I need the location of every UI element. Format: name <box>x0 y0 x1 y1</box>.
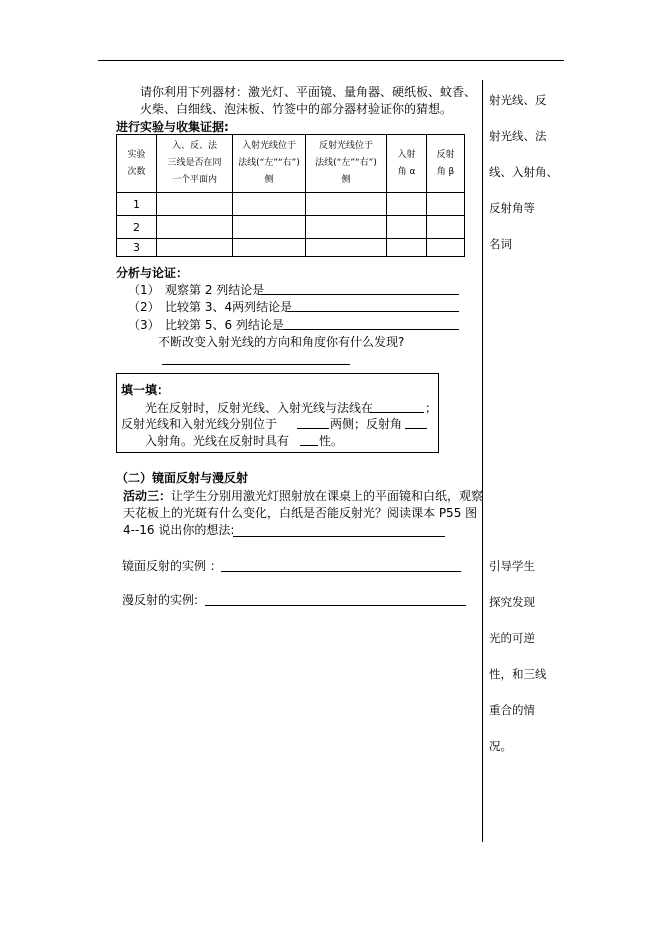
table-cell[interactable] <box>306 239 387 257</box>
fill-blank-property[interactable] <box>300 445 318 446</box>
analysis-blank-2[interactable] <box>288 311 459 312</box>
header-coplanar: 入、反、法 三线是否在同 一个平面内 <box>157 135 233 193</box>
analysis-text-1: 观察第 2 列结论是 <box>165 283 265 297</box>
sidebar-note-line: 射光线、反 <box>489 93 547 107</box>
table-cell[interactable] <box>427 193 465 216</box>
analysis-text-2: 比较第 3、4两列结论是 <box>165 300 293 314</box>
analysis-num-1: （1） <box>128 283 160 297</box>
activity-line-2: 天花板上的光斑有什么变化，白纸是否能反射光？阅读课本 P55 图 <box>123 506 478 520</box>
header-reflected-side: 反射光线位于 法线(“左”“右”) 侧 <box>306 135 387 193</box>
activity-label: 活动三： <box>123 489 172 503</box>
activity-line-3: 4--16 说出你的想法: <box>123 523 235 537</box>
fill-title: 填一填： <box>121 383 170 397</box>
section-two-heading: （二）镜面反射与漫反射 <box>116 471 249 485</box>
fill-line-2-end: 两侧；反射角 <box>330 417 403 431</box>
table-cell[interactable] <box>157 216 233 239</box>
sidebar-note-line: 况。 <box>489 739 512 753</box>
question-text: 不断改变入射光线的方向和角度你有什么发现? <box>158 335 405 349</box>
table-cell[interactable] <box>387 193 427 216</box>
diffuse-example-blank[interactable] <box>205 605 466 606</box>
page-top-rule <box>98 60 564 61</box>
fill-blank-plane[interactable] <box>369 412 424 413</box>
sidebar-note-line: 重合的情 <box>489 703 535 717</box>
mirror-example-blank[interactable] <box>221 571 461 572</box>
sidebar-note-line: 引导学生 <box>489 559 535 573</box>
table-cell[interactable] <box>233 239 306 257</box>
sidebar-notes-bottom <box>489 548 547 764</box>
diffuse-example-label: 漫反射的实例: <box>122 593 199 607</box>
table-cell[interactable] <box>306 193 387 216</box>
header-reflected-angle: 反射 角 β <box>427 135 465 193</box>
fill-line-1-end: ； <box>425 401 438 415</box>
row-number: 1 <box>117 193 157 216</box>
table-cell[interactable] <box>306 216 387 239</box>
table-row <box>117 193 465 216</box>
row-number: 2 <box>117 216 157 239</box>
sidebar-note-line: 射光线、法 <box>489 129 547 143</box>
sidebar-note-line: 名词 <box>489 237 512 251</box>
fill-blank-sides[interactable] <box>297 428 329 429</box>
table-cell[interactable] <box>157 193 233 216</box>
table-cell[interactable] <box>157 239 233 257</box>
table-cell[interactable] <box>233 216 306 239</box>
table-cell[interactable] <box>233 193 306 216</box>
activity-line-1: 让学生分别用激光灯照射放在课桌上的平面镜和白纸，观察 <box>171 489 484 503</box>
column-divider <box>482 80 483 842</box>
analysis-blank-1[interactable] <box>261 294 459 295</box>
activity-blank[interactable] <box>233 536 445 537</box>
table-row <box>117 239 465 257</box>
analysis-num-2: （2） <box>128 300 160 314</box>
intro-line-2: 火柴、白细线、泡沫板、竹签中的部分器材验证你的猜想。 <box>140 102 453 116</box>
table-row <box>117 216 465 239</box>
intro-line-1: 请你利用下列器材：激光灯、平面镜、量角器、硬纸板、蚊香、 <box>140 85 477 99</box>
section-analysis-heading: 分析与论证： <box>116 266 189 280</box>
table-cell[interactable] <box>387 239 427 257</box>
sidebar-note-line: 探究发现 <box>489 595 535 609</box>
question-blank[interactable] <box>162 364 350 365</box>
sidebar-note-line: 光的可逆 <box>489 631 535 645</box>
sidebar-notes-top <box>489 82 558 262</box>
fill-line-1: 光在反射时，反射光线、入射光线与法线在 <box>145 401 374 415</box>
table-cell[interactable] <box>387 216 427 239</box>
row-number: 3 <box>117 239 157 257</box>
header-incident-side: 入射光线位于 法线(“左”“右”) 侧 <box>233 135 306 193</box>
header-incident-angle: 入射 角 α <box>387 135 427 193</box>
fill-blank-angle[interactable] <box>405 428 427 429</box>
header-trial: 实验 次数 <box>117 135 157 193</box>
sidebar-note-line: 反射角等 <box>489 201 535 215</box>
sidebar-note-line: 性，和三线 <box>489 667 547 681</box>
fill-line-3-end: 性。 <box>319 434 344 448</box>
analysis-blank-3[interactable] <box>283 329 459 330</box>
table-cell[interactable] <box>427 216 465 239</box>
fill-line-3: 入射角。光线在反射时具有 <box>145 434 290 448</box>
table-cell[interactable] <box>427 239 465 257</box>
fill-line-2: 反射光线和入射光线分别位于 <box>121 417 278 431</box>
section-collect-heading: 进行实验与收集证据: <box>116 120 229 134</box>
mirror-example-label: 镜面反射的实例 ： <box>122 559 222 573</box>
analysis-num-3: （3） <box>128 318 160 332</box>
experiment-table <box>116 134 465 257</box>
analysis-text-3: 比较第 5、6 列结论是 <box>165 318 284 332</box>
sidebar-note-line: 线、入射角、 <box>489 165 558 179</box>
